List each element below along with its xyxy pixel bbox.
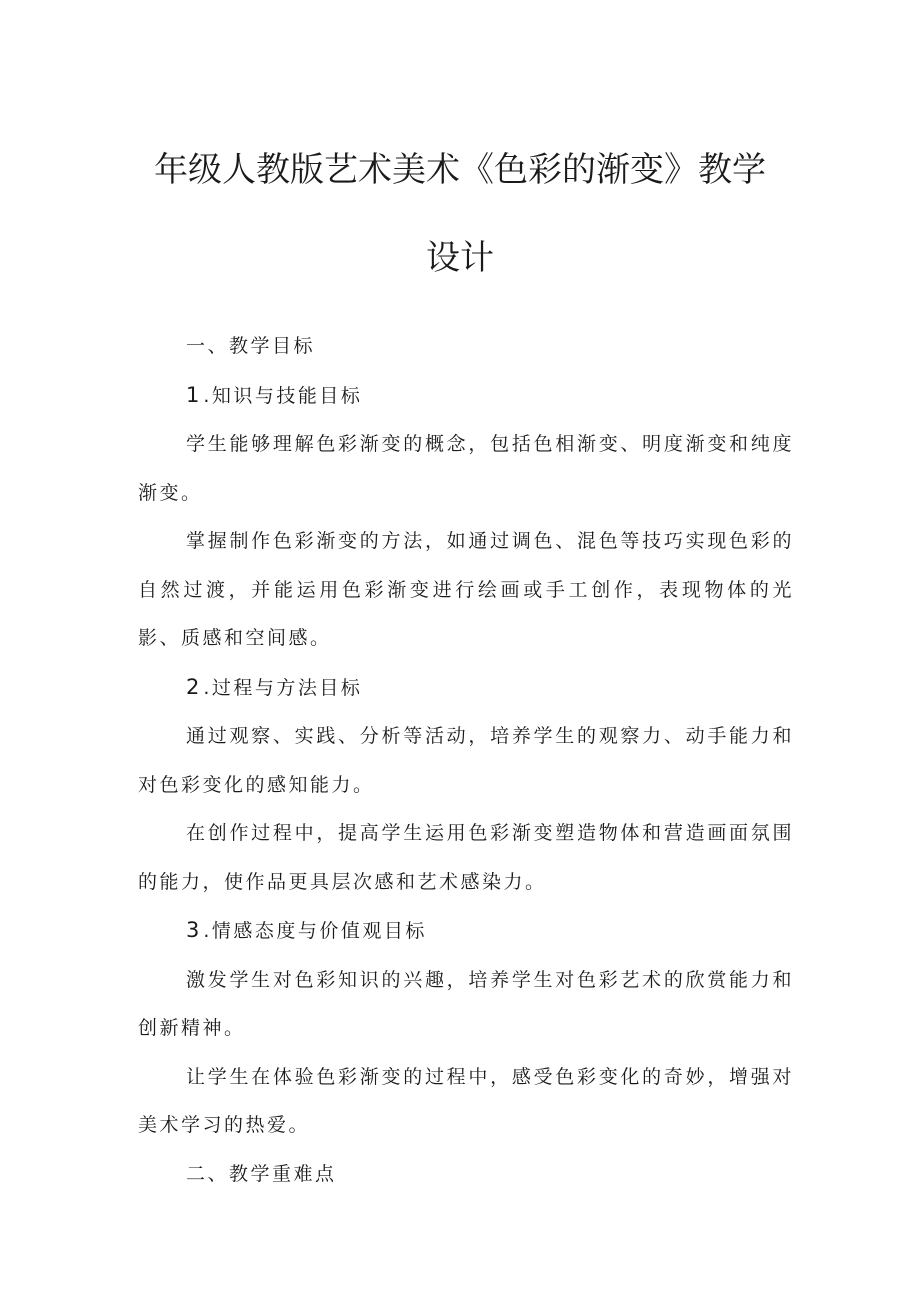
subheading-label: .知识与技能目标 [203,384,363,407]
paragraph: 在创作过程中，提高学生运用色彩渐变塑造物体和营造画面氛围的能力，使作品更具层次感和艺术感染力。 [138,822,794,893]
document-title-line-2: 设计 [426,238,494,278]
subheading-label: .过程与方法目标 [203,676,363,699]
subheading-number: 1 [186,382,200,407]
paragraph: 掌握制作色彩渐变的方法，如通过调色、混色等技巧实现色彩的自然过渡，并能运用色彩渐变进行绘画或手工创作，表现物体的光影、质感和空间感。 [138,530,794,649]
paragraph: 学生能够理解色彩渐变的概念，包括色相渐变、明度渐变和纯度渐变。 [138,433,794,504]
paragraph: 激发学生对色彩知识的兴趣，培养学生对色彩艺术的欣赏能力和创新精神。 [138,968,794,1039]
subheading-number: 3 [186,918,200,942]
paragraph: 让学生在体验色彩渐变的过程中，感受色彩变化的奇妙，增强对美术学习的热爱。 [138,1065,794,1136]
document-title-line-1: 年级人教版艺术美术《色彩的渐变》教学 [154,150,766,190]
section-heading-key-difficult-points: 二、教学重难点 [186,1162,337,1185]
subheading-emotion-values [138,906,794,956]
document-body [138,322,794,1198]
section-heading-teaching-goals: 一、教学目标 [186,335,316,357]
subheading-number: 2 [186,674,200,699]
paragraph: 通过观察、实践、分析等活动，培养学生的观察力、动手能力和对色彩变化的感知能力。 [138,725,794,796]
subheading-knowledge-skills [138,371,794,421]
subheading-label: .情感态度与价值观目标 [203,920,427,942]
subheading-process-method [138,663,794,713]
